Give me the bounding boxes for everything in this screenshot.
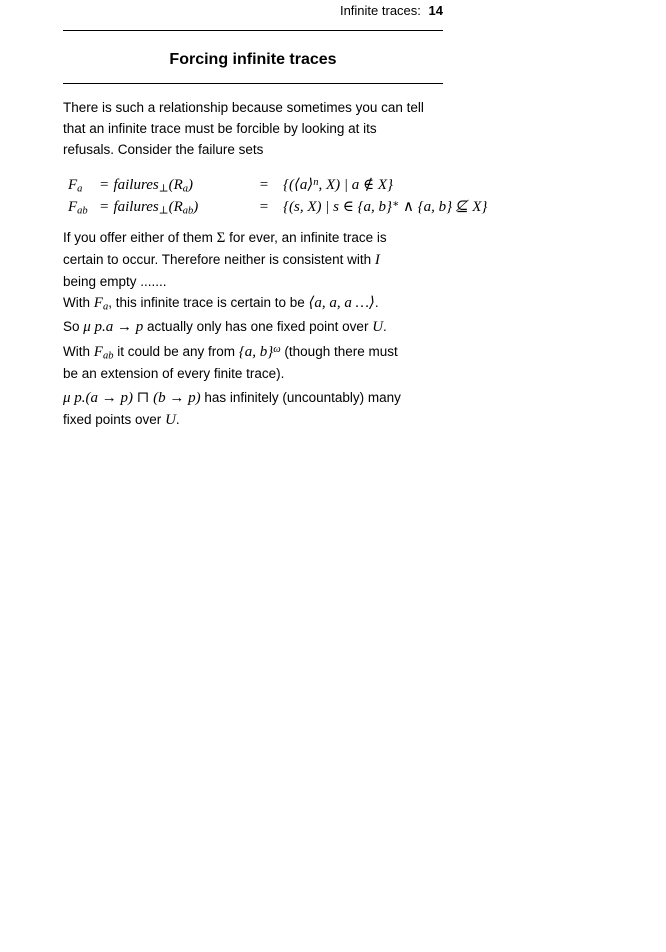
omega-superscript: ω <box>273 344 281 355</box>
math-set-part: {(s, X) | s ∈ {a, b} <box>283 199 393 215</box>
mu-expression: μ p.a → p <box>83 319 144 335</box>
math-set-part: ∧ {a, b} ⊈ X} <box>399 199 488 215</box>
body-line: that an infinite trace must be forcible by looking at its <box>63 121 377 136</box>
math-subscript: a <box>182 183 189 195</box>
math-superscript: n <box>313 177 319 188</box>
sigma-symbol: Σ <box>216 230 226 246</box>
body-line <box>63 409 493 431</box>
body-line: be an extension of every finite trace). <box>63 366 285 381</box>
body-line <box>63 316 493 338</box>
math-symbol: (R <box>168 177 183 193</box>
body-text: . <box>374 295 379 310</box>
math-symbol: I <box>374 252 380 268</box>
body-text: If you offer either of them <box>63 230 217 245</box>
math-subscript: ab <box>182 205 194 217</box>
body-text: (though there must <box>280 344 398 359</box>
body-text: has infinitely (uncountably) many <box>200 390 401 405</box>
body-text: fixed points over <box>63 412 166 427</box>
page-header <box>63 3 443 19</box>
body-text: , this infinite trace is certain to be <box>108 295 309 310</box>
top-rule <box>63 30 443 31</box>
math-set-part: {(⟨a⟩ <box>283 177 314 193</box>
bottom-subscript: ⊥ <box>158 183 169 195</box>
slide-body <box>63 97 493 431</box>
body-line <box>63 249 493 271</box>
math-symbol <box>94 295 108 311</box>
math-definition <box>100 196 245 218</box>
equals-sign: = <box>259 199 269 215</box>
failures-function: failures <box>113 177 159 193</box>
body-text: actually only has one fixed point over <box>143 319 373 334</box>
math-lhs <box>63 196 100 218</box>
body-text: for ever, an infinite trace is <box>225 230 387 245</box>
math-symbol <box>94 344 114 360</box>
header-label: Infinite traces: <box>339 3 421 18</box>
body-line: There is such a relationship because sometimes you can tell <box>63 100 424 115</box>
math-set <box>283 196 493 218</box>
page-number: 14 <box>428 3 443 18</box>
math-superscript: ∗ <box>392 199 400 210</box>
body-text: With <box>63 295 94 310</box>
body-text: it could be any from <box>113 344 239 359</box>
failure-sets-equations <box>63 174 493 218</box>
math-lhs <box>63 174 100 196</box>
script-U-symbol: U <box>165 412 176 428</box>
body-line: refusals. Consider the failure sets <box>63 142 264 157</box>
script-U-symbol: U <box>372 319 384 335</box>
slide-title: Forcing infinite traces <box>169 51 337 68</box>
body-text: With <box>63 344 94 359</box>
failures-function: failures <box>113 199 159 215</box>
body-text: . <box>175 412 180 427</box>
math-subscript: ab <box>102 350 114 362</box>
equals-sign: = <box>100 199 109 215</box>
bottom-subscript: ⊥ <box>158 205 169 217</box>
body-line <box>63 227 493 249</box>
math-set <box>283 174 493 196</box>
body-line: being empty ....... <box>63 274 167 289</box>
body-line <box>63 387 493 409</box>
equals-sign: = <box>259 177 269 193</box>
body-text: certain to occur. Therefore neither is consistent with <box>63 252 375 267</box>
math-symbol: F <box>93 295 103 311</box>
math-set-part: , X) | a ∉ X} <box>318 177 393 193</box>
equals-sign: = <box>100 177 109 193</box>
math-definition <box>100 174 245 196</box>
body-text: . <box>383 319 387 334</box>
body-text: So <box>63 319 84 334</box>
math-symbol: ) <box>193 199 199 215</box>
math-symbol: ) <box>188 177 194 193</box>
math-symbol: F <box>68 177 78 193</box>
math-symbol: F <box>93 344 103 360</box>
body-line <box>63 292 493 314</box>
trace-sequence: ⟨a, a, a …⟩ <box>308 295 375 311</box>
title-rule <box>63 83 443 84</box>
math-symbol: F <box>68 199 78 215</box>
mu-expression: μ p.(a → p) ⊓ (b → p) <box>63 390 201 406</box>
math-symbol: (R <box>168 199 183 215</box>
math-set <box>239 344 281 360</box>
math-subscript: a <box>102 301 109 313</box>
body-line <box>63 341 493 363</box>
math-subscript: a <box>77 183 83 195</box>
math-set-part: {a, b} <box>238 344 274 360</box>
math-subscript: ab <box>77 205 88 217</box>
